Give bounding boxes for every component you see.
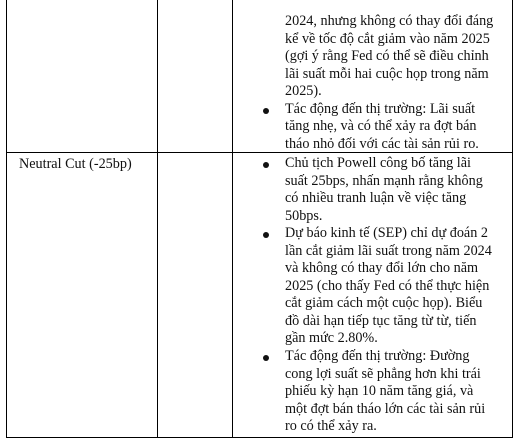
table-column-divider-2: [232, 0, 233, 438]
text-line: 50bps.: [285, 207, 323, 224]
table-border-bottom: [6, 437, 513, 438]
text-line: Tác động đến thị trường: Lãi suất: [285, 100, 476, 117]
row-2-bullet-list: [263, 155, 507, 436]
list-item: [263, 225, 507, 348]
bullet-dot-icon: [263, 108, 269, 114]
text-line: Dự báo kinh tế (SEP) chỉ dự đoán 2: [285, 225, 488, 242]
list-item: [263, 101, 507, 154]
table-border-right: [512, 0, 513, 438]
text-line: cắt giảm cách một cuộc họp). Biểu: [285, 295, 483, 312]
table-column-divider-1: [157, 0, 158, 438]
text-line: tháo nhỏ đối với các tài sản rủi ro.: [285, 135, 479, 152]
text-line: cong lợi suất sẽ phẳng hơn khi trái: [285, 365, 481, 382]
text-line: và không có thay đổi lớn cho năm: [285, 260, 479, 277]
text-line: Tác động đến thị trường: Đường: [285, 348, 470, 365]
bullet-dot-icon: [263, 355, 269, 361]
text-line: ro có thể xảy ra.: [285, 418, 377, 435]
document-table: [6, 0, 513, 438]
text-line: lãi suất mỗi hai cuộc họp trong năm: [285, 65, 489, 82]
table-border-left: [6, 0, 7, 438]
text-line: Chủ tịch Powell công bố tăng lãi: [285, 155, 471, 171]
text-line: 2024, nhưng không có thay đổi đáng: [285, 13, 494, 29]
list-item: [263, 348, 507, 436]
scenario-label: Neutral Cut (-25bp): [19, 156, 132, 172]
text-line: có nhiều tranh luận về việc tăng: [285, 190, 467, 207]
text-line: đồ dài hạn tiếp tục tăng từ từ, tiến: [285, 312, 477, 329]
text-line: phiếu kỳ hạn 10 năm tăng giá, và: [285, 383, 474, 400]
text-line: 2025).: [285, 83, 322, 100]
bullet-dot-icon: [263, 232, 269, 238]
list-item: [263, 155, 507, 225]
text-line: (gợi ý rằng Fed có thể sẽ điều chỉnh: [285, 48, 489, 65]
text-line: gần mức 2.80%.: [285, 330, 378, 347]
text-line: suất 25bps, nhấn mạnh rằng không: [285, 172, 483, 189]
row-1-bullet-list: [263, 13, 507, 153]
text-line: một đợt bán tháo lớn các tài sản rủi: [285, 400, 486, 417]
text-line: lần cắt giảm lãi suất trong năm 2024: [285, 242, 492, 259]
text-line: kể về tốc độ cắt giảm vào năm 2025: [285, 30, 490, 47]
list-item-continuation: [263, 13, 507, 101]
text-line: tăng nhẹ, và có thể xảy ra đợt bán: [285, 118, 477, 135]
bullet-dot-icon: [263, 162, 269, 168]
text-line: 2025 (cho thấy Fed có thể thực hiện: [285, 277, 490, 294]
